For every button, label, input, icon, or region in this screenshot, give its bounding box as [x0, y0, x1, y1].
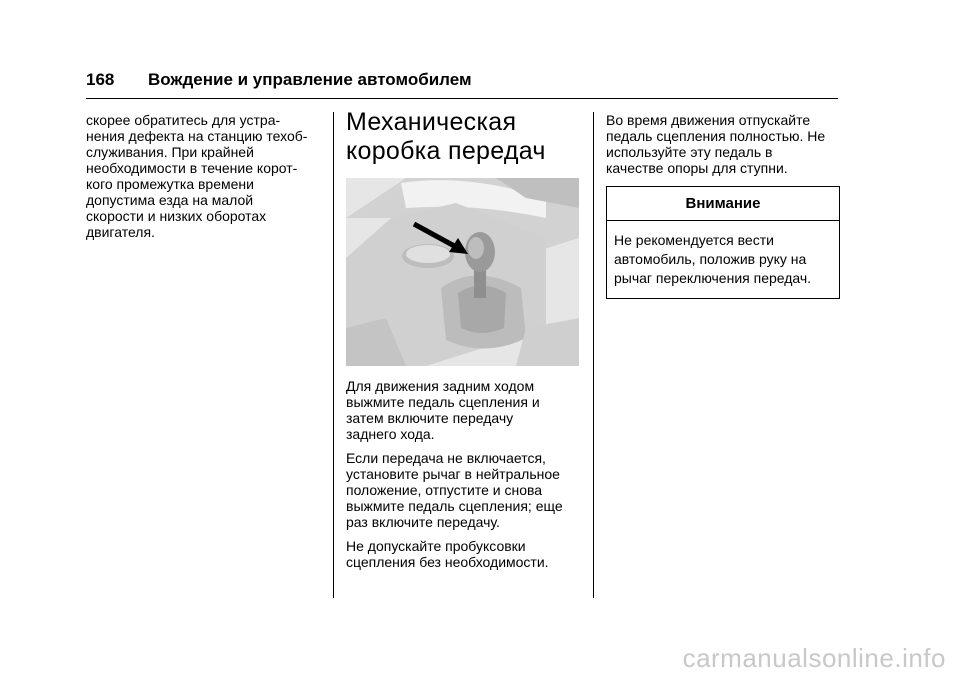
- column-divider-left: [333, 112, 334, 598]
- page-header: [86, 64, 838, 99]
- text-line: Для движения задним ходом: [346, 378, 535, 394]
- gear-lever-icon: [346, 178, 579, 366]
- text-line: необходимости в течение корот-: [86, 160, 298, 176]
- text-line: Если передача не включается,: [346, 450, 546, 466]
- text-line: выжмите педаль сцепления; еще: [346, 498, 563, 514]
- paragraph: [346, 538, 582, 570]
- text-line: служивания. При крайней: [86, 144, 254, 160]
- text-line: выжмите педаль сцепления и: [346, 394, 540, 410]
- paragraph: [606, 112, 842, 176]
- text-line: рычаг переключения передач.: [614, 270, 812, 286]
- text-line: качестве опоры для ступни.: [606, 160, 788, 176]
- column-divider-right: [593, 112, 594, 598]
- text-line: сцепления без необходимости.: [346, 554, 549, 570]
- section-heading: [346, 108, 582, 166]
- paragraph: [346, 378, 582, 442]
- text-line: кого промежутка времени: [86, 176, 254, 192]
- text-line: заднего хода.: [346, 426, 435, 442]
- paragraph: [346, 450, 582, 530]
- column-left: [86, 112, 322, 248]
- text-line: используйте эту педаль в: [606, 144, 773, 160]
- text-line: Не рекомендуется вести: [614, 232, 774, 248]
- warning-box: [606, 186, 840, 299]
- page-number: 168: [86, 70, 115, 89]
- text-line: Во время движения отпускайте: [606, 112, 811, 128]
- text-line: установите рычаг в нейтральное: [346, 466, 560, 482]
- column-middle: [346, 108, 582, 578]
- text-line: педаль сцепления полностью. Не: [606, 128, 826, 144]
- column-right: [606, 112, 842, 299]
- text-line: нения дефекта на станцию техоб-: [86, 128, 308, 144]
- text-line: двигателя.: [86, 224, 155, 240]
- text-line: автомобиль, положив руку на: [614, 251, 807, 267]
- watermark: carmanualsonline.info: [682, 643, 946, 673]
- text-line: раз включите передачу.: [346, 514, 500, 530]
- text-line: допустима езда на малой: [86, 192, 254, 208]
- heading-line: коробка передач: [346, 137, 546, 165]
- text-line: скорее обратитесь для устра-: [86, 112, 281, 128]
- text-line: положение, отпустите и снова: [346, 482, 543, 498]
- text-line: скорости и низких оборотах: [86, 208, 267, 224]
- paragraph-continuation: [86, 112, 322, 240]
- gear-shift-illustration: [346, 178, 579, 366]
- warning-title: Внимание: [607, 187, 839, 221]
- warning-text: [607, 221, 839, 298]
- text-line: Не допускайте пробуксовки: [346, 538, 526, 554]
- text-line: затем включите передачу: [346, 410, 514, 426]
- heading-line: Механическая: [346, 108, 517, 136]
- chapter-title: Вождение и управление автомобилем: [148, 70, 472, 89]
